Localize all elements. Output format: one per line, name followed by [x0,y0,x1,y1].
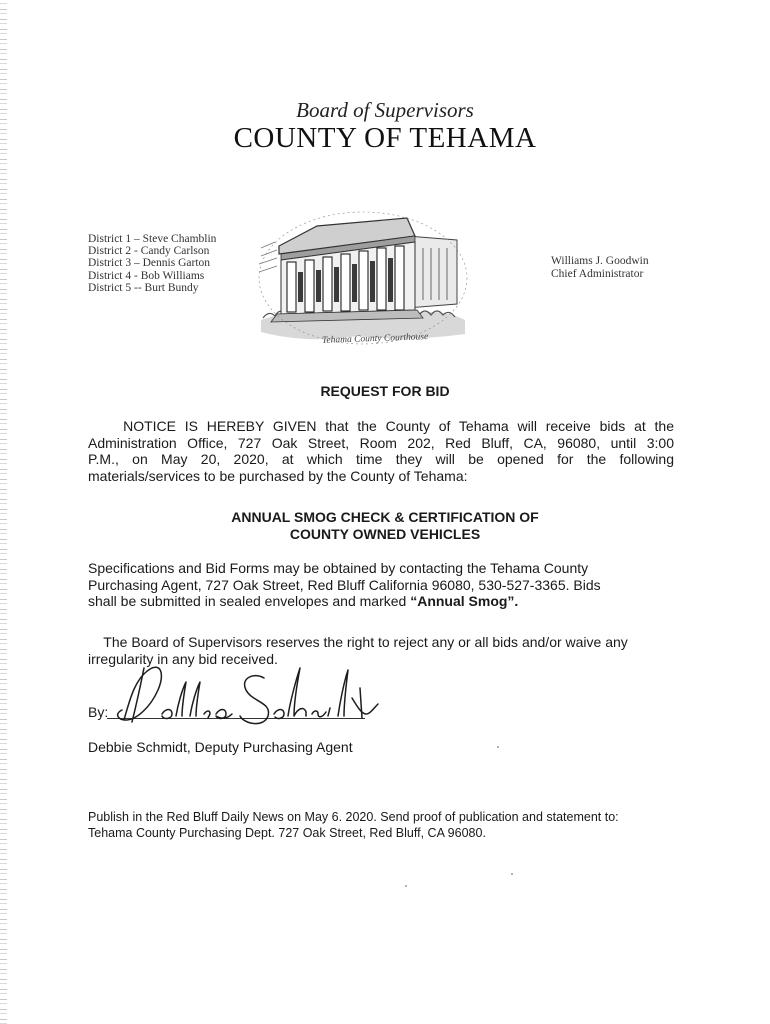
administrator-title: Chief Administrator [551,268,644,280]
district-item: District 1 – Steve Chamblin [88,233,217,245]
administrator-block [551,255,649,281]
administrator-name: Williams J. Goodwin [551,255,649,267]
notice-heading: REQUEST FOR BID [320,383,450,399]
letterhead-title: COUNTY OF TEHAMA [233,122,537,154]
district-list [88,233,216,294]
district-item: District 3 – Dennis Garton [88,257,211,270]
district-item: District 2 - Candy Carlson [88,245,210,258]
scan-speck [497,746,499,748]
specifications-paragraph [88,560,674,610]
reservation-line: irregularity in any bid received. [88,650,278,667]
notice-body [88,418,674,484]
notice-body-line: NOTICE IS HEREBY GIVEN that the County of Tehama will receive bids at the [88,418,674,434]
district-item: District 4 - Bob Williams [88,269,205,282]
notice-body-line: Administration Office, 727 Oak Street, Room 202, Red Bluff, CA, 96080, until 3:00 [88,434,674,451]
district-item: District 5 -- Burt Bundy [88,281,199,294]
courthouse-caption: Tehama County Courthouse [321,332,429,346]
notice-body-line: P.M., on May 20, 2020, at which time they will be opened for the following [88,451,674,467]
handwritten-signature [104,658,384,738]
bid-marking-text: “Annual Smog”. [410,593,519,609]
specifications-line [88,593,674,610]
scan-speck [405,885,407,887]
bid-item-title: ANNUAL SMOG CHECK & CERTIFICATION OF [231,509,539,525]
publication-line: Tehama County Purchasing Dept. 727 Oak Street, Red Bluff, CA 96080. [88,825,486,840]
specifications-line: Purchasing Agent, 727 Oak Street, Red Bluff California 96080, 530-527-3365. Bids [88,576,601,593]
notice-body-line: materials/services to be purchased by the County of Tehama: [88,467,468,484]
specifications-text: shall be submitted in sealed envelopes and marked [88,593,411,609]
bid-item-subtitle: COUNTY OWNED VEHICLES [289,526,481,542]
publication-line: Publish in the Red Bluff Daily News on May 6. 2020. Send proof of publication and statement to: [88,810,619,824]
scan-speck [511,873,513,875]
signature-by-label: By: [88,704,109,720]
letterhead-subtitle: Board of Supervisors [296,98,474,122]
specifications-line: Specifications and Bid Forms may be obtained by contacting the Tehama County [88,560,589,576]
reservation-line: The Board of Supervisors reserves the right to reject any or all bids and/or waive any [88,634,628,650]
courthouse-illustration [257,208,469,348]
publication-instructions [88,810,619,841]
signer-name: Debbie Schmidt, Deputy Purchasing Agent [88,739,353,755]
